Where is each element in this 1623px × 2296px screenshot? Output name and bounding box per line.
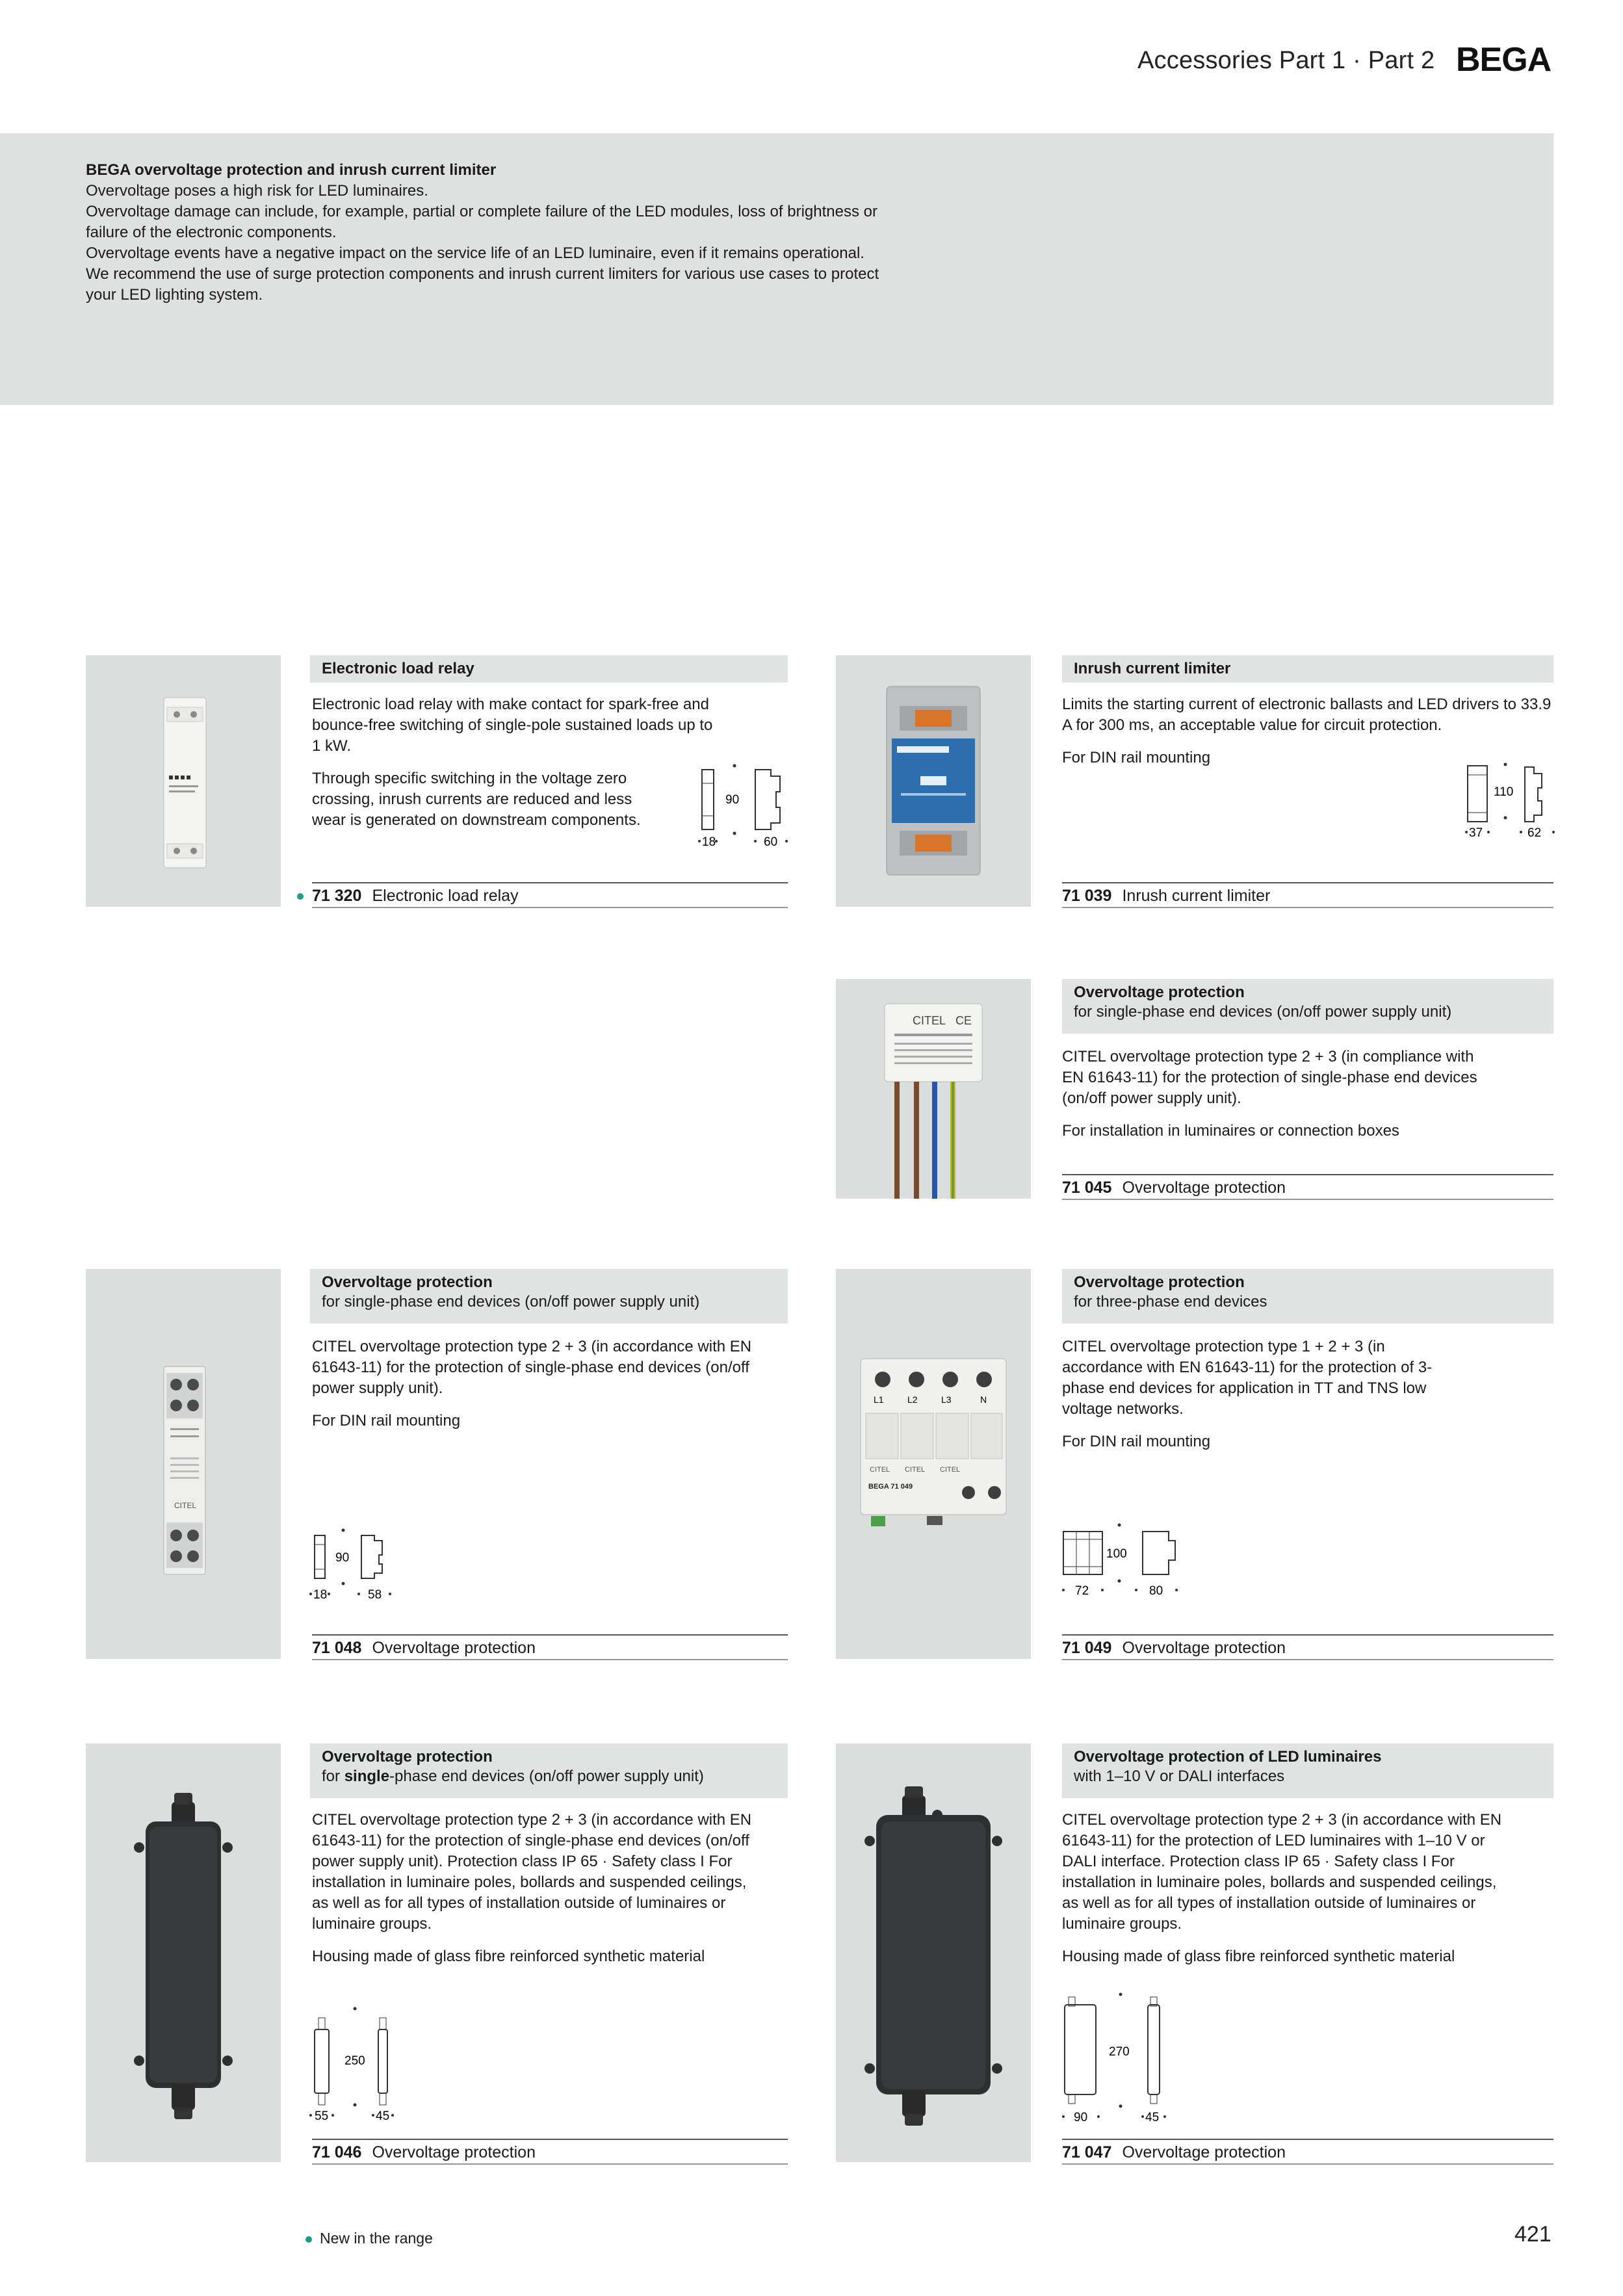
product-order-row [1062, 2139, 1553, 2165]
intro-line: Overvoltage damage can include, for example, partial or complete failure of the LED modules, loss of brightness or [86, 203, 877, 220]
intro-text [86, 160, 996, 306]
dimension-drawing-71048 [305, 1521, 403, 1606]
dimension-drawing-71320 [695, 761, 793, 852]
product-name: Inrush current limiter [1122, 887, 1271, 905]
product-paragraph: For installation in luminaires or connection boxes [1062, 1122, 1399, 1140]
subtitle-part: -phase end devices (on/off power supply unit) [389, 1768, 704, 1785]
din-surge-protector-illustration [86, 1269, 281, 1659]
product-paragraph: Electronic load relay with make contact for spark-free and bounce-free switching of single-pole sustained loads up to 1 kW. [312, 696, 713, 755]
dim-height: 250 [344, 2054, 365, 2068]
product-image-71320 [86, 655, 281, 907]
product-description [1062, 1337, 1465, 1464]
product-title-bar [310, 655, 788, 683]
product-title: Inrush current limiter [1074, 660, 1231, 677]
dim-width: 90 [1074, 2111, 1088, 2124]
dim-depth: 60 [764, 835, 778, 849]
product-name: Overvoltage protection [372, 2143, 536, 2161]
phase-label: L3 [941, 1394, 952, 1405]
product-image-71046 [86, 1743, 281, 2162]
product-number: 71 039 [1062, 887, 1112, 905]
dim-depth: 62 [1527, 826, 1542, 840]
dim-width: 55 [315, 2109, 329, 2123]
product-name: Overvoltage protection [1122, 1639, 1286, 1657]
product-number: 71 045 [1062, 1179, 1112, 1197]
dimension-drawing-71049 [1059, 1517, 1189, 1602]
product-name: Overvoltage protection [372, 1639, 536, 1657]
three-phase-surge-protector-illustration [836, 1269, 1031, 1659]
dimension-drawing-71046 [305, 2002, 403, 2126]
product-image-71047 [836, 1743, 1031, 2162]
product-title-bar [310, 1743, 788, 1798]
product-number: 71 047 [1062, 2143, 1112, 2161]
product-image-71048 [86, 1269, 281, 1659]
product-order-row [1062, 1174, 1553, 1200]
product-order-row [1062, 1634, 1553, 1660]
subtitle-emphasis: single [344, 1768, 390, 1785]
load-relay-illustration [86, 655, 281, 907]
product-title: Overvoltage protection of LED luminaires [1074, 1748, 1382, 1766]
product-paragraph: CITEL overvoltage protection type 2 + 3 (in accordance with EN 61643-11) for the protection of LED luminaires with 1–10 V or DALI interface. Protection class IP 65 · Safety class I For installation in luminaire poles, bollards and suspended ceilings, as well as for all types of installation outside of luminaires or luminaire groups. [1062, 1811, 1502, 1933]
ce-mark: CE [955, 1014, 972, 1027]
dim-height: 270 [1109, 2045, 1130, 2059]
dim-height: 90 [335, 1551, 350, 1565]
product-number: 71 320 [312, 887, 362, 905]
product-title: Electronic load relay [322, 660, 474, 677]
inrush-limiter-illustration [836, 655, 1031, 907]
dimension-drawing-71039 [1462, 761, 1560, 842]
brand-label: CITEL [174, 1501, 197, 1510]
dim-width: 72 [1075, 1584, 1089, 1598]
dim-depth: 45 [1145, 2111, 1160, 2124]
dim-width: 18 [702, 835, 716, 849]
dim-depth: 45 [376, 2109, 390, 2123]
intro-line: Overvoltage poses a high risk for LED luminaires. [86, 182, 428, 200]
product-description [1062, 1047, 1491, 1153]
product-title: Overvoltage protection [1074, 1273, 1245, 1291]
dim-height: 110 [1494, 785, 1514, 799]
phase-label: L1 [874, 1394, 884, 1405]
subtitle-part: for [322, 1768, 344, 1785]
product-image-71049 [836, 1269, 1031, 1659]
dim-height: 100 [1106, 1547, 1127, 1561]
product-title-bar [1062, 1743, 1553, 1798]
brand-label: CITEL [905, 1466, 926, 1474]
product-subtitle: with 1–10 V or DALI interfaces [1074, 1768, 1285, 1785]
product-title-bar [1062, 979, 1553, 1034]
product-paragraph: Through specific switching in the voltage zero crossing, inrush currents are reduced and less wear is generated on downstream components. [312, 770, 641, 829]
product-paragraph: CITEL overvoltage protection type 1 + 2 + 3 (in accordance with EN 61643-11) for the protection of 3-phase end devices for application in TT and TNS low voltage networks. [1062, 1338, 1433, 1418]
product-description [1062, 1810, 1517, 1979]
ip65-housing-illustration [86, 1743, 281, 2162]
product-description [312, 1337, 754, 1443]
new-indicator-dot [297, 891, 304, 903]
brand-label: CITEL [940, 1466, 961, 1474]
product-order-row [312, 2139, 788, 2165]
product-description [312, 694, 715, 842]
product-order-row [1062, 882, 1553, 908]
product-image-71039 [836, 655, 1031, 907]
product-order-row [312, 882, 788, 908]
dim-height: 90 [725, 793, 740, 807]
product-number: 71 046 [312, 2143, 362, 2161]
brand-logo: BEGA [1456, 41, 1552, 79]
page-number: 421 [1514, 2222, 1552, 2247]
product-subtitle [322, 1768, 704, 1785]
product-paragraph: Housing made of glass fibre reinforced synthetic material [1062, 1948, 1455, 1965]
legend-text: New in the range [320, 2230, 433, 2247]
product-subtitle: for single-phase end devices (on/off power supply unit) [322, 1293, 700, 1311]
ip65-led-housing-illustration [836, 1743, 1031, 2162]
product-order-row [312, 1634, 788, 1660]
intro-line: Overvoltage events have a negative impact on the service life of an LED luminaire, even if it remains operational. [86, 244, 864, 262]
product-subtitle: for three-phase end devices [1074, 1293, 1267, 1311]
product-paragraph: Housing made of glass fibre reinforced synthetic material [312, 1948, 705, 1965]
brand-label: CITEL [913, 1014, 946, 1027]
legend-new-in-range [305, 2230, 433, 2247]
product-subtitle: for single-phase end devices (on/off power supply unit) [1074, 1003, 1452, 1021]
new-indicator-dot [305, 2236, 312, 2243]
phase-label: L2 [907, 1394, 918, 1405]
dim-depth: 80 [1149, 1584, 1163, 1598]
product-title-bar [310, 1269, 788, 1324]
product-name: Overvoltage protection [1122, 1179, 1286, 1197]
dim-width: 18 [313, 1588, 328, 1602]
dim-width: 37 [1469, 826, 1483, 840]
product-title: Overvoltage protection [1074, 984, 1245, 1001]
product-paragraph: For DIN rail mounting [312, 1412, 461, 1429]
product-title: Overvoltage protection [322, 1273, 493, 1291]
dim-depth: 58 [368, 1588, 382, 1602]
product-paragraph: CITEL overvoltage protection type 2 + 3 (in compliance with EN 61643-11) for the protection of single-phase end devices (on/off power supply unit). [1062, 1048, 1477, 1107]
product-paragraph: CITEL overvoltage protection type 2 + 3 (in accordance with EN 61643-11) for the protection of single-phase end devices (on/off power supply unit). Protection class IP 65 · Safety class I For installation in luminaire poles, bollards and suspended ceilings, as well as for all types of installation outside of luminaires or luminaire groups. [312, 1811, 752, 1933]
product-name: Electronic load relay [372, 887, 519, 905]
page-header-title: Accessories Part 1 · Part 2 [1137, 47, 1435, 74]
product-description [312, 1810, 767, 1979]
model-label: BEGA 71 049 [868, 1483, 913, 1491]
product-title: Overvoltage protection [322, 1748, 493, 1766]
product-paragraph: Limits the starting current of electronic ballasts and LED drivers to 33.9 A for 300 ms, an acceptable value for circuit protection. [1062, 696, 1552, 734]
product-paragraph: For DIN rail mounting [1062, 749, 1211, 766]
product-name: Overvoltage protection [1122, 2143, 1286, 2161]
intro-title: BEGA overvoltage protection and inrush current limiter [86, 161, 497, 179]
brand-label: CITEL [870, 1466, 890, 1474]
phase-label: N [980, 1394, 987, 1405]
product-paragraph: For DIN rail mounting [1062, 1433, 1211, 1450]
intro-line: failure of the electronic components. [86, 224, 337, 241]
overvoltage-module-wired-illustration [836, 979, 1031, 1199]
product-title-bar [1062, 655, 1553, 683]
product-number: 71 049 [1062, 1639, 1112, 1657]
product-image-71045 [836, 979, 1031, 1199]
intro-line: We recommend the use of surge protection components and inrush current limiters for various use cases to protect [86, 265, 879, 283]
product-paragraph: CITEL overvoltage protection type 2 + 3 (in accordance with EN 61643-11) for the protection of single-phase end devices (on/off power supply unit). [312, 1338, 752, 1397]
dimension-drawing-71047 [1059, 1989, 1176, 2126]
product-title-bar [1062, 1269, 1553, 1324]
intro-line: your LED lighting system. [86, 286, 263, 304]
product-number: 71 048 [312, 1639, 362, 1657]
